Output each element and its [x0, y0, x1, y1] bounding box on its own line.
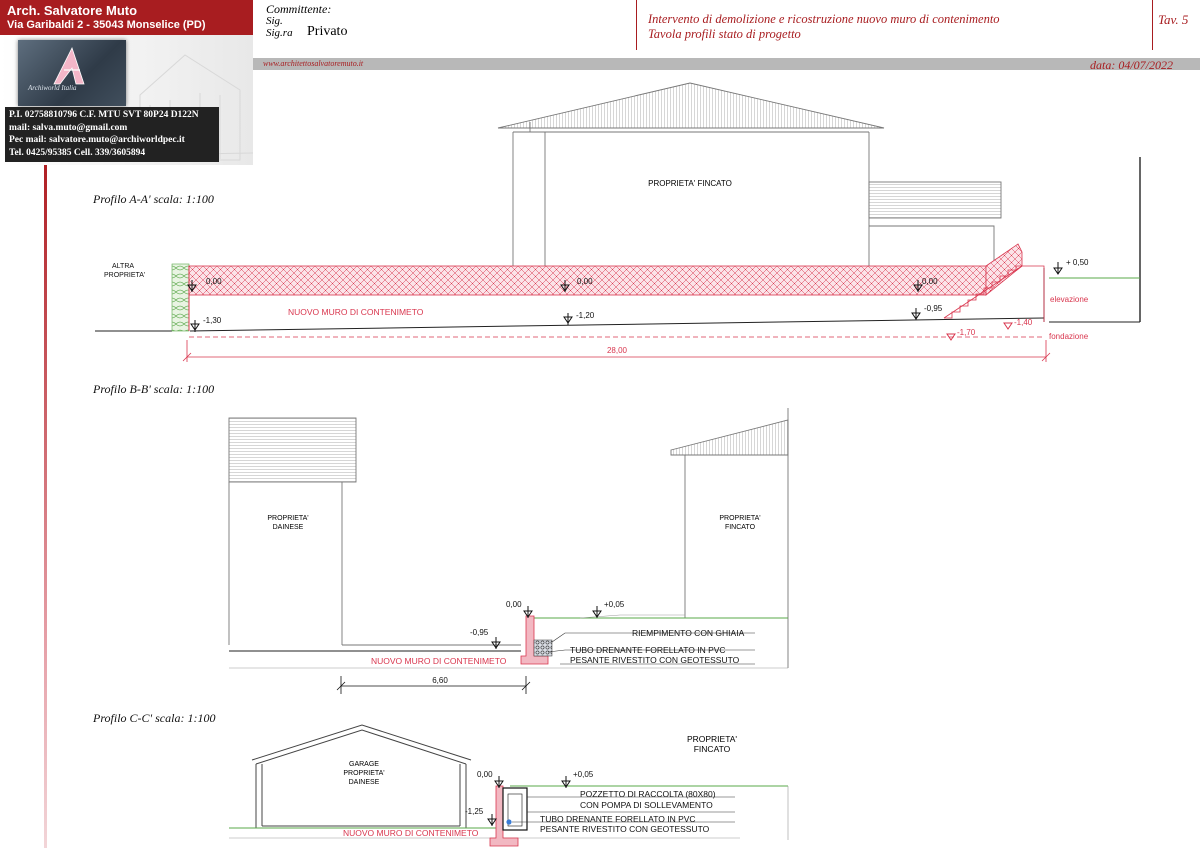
level-m125-c: -1,25: [465, 807, 484, 816]
wall-label-a: NUOVO MURO DI CONTENIMETO: [288, 307, 424, 317]
garage-label-1: GARAGE: [349, 761, 379, 768]
profile-a-title: Profilo A-A' scala: 1:100: [93, 192, 214, 206]
wall-label-c: NUOVO MURO DI CONTENIMETO: [343, 828, 479, 838]
level-0-a3: 0,00: [922, 277, 938, 286]
architect-name: Arch. Salvatore Muto: [7, 3, 138, 18]
client-label: Committente:: [266, 2, 332, 16]
vat-line: P.I. 02758810796 C.F. MTU SVT 80P24 D122N: [9, 110, 199, 120]
profile-b-section: [229, 408, 788, 694]
website-link[interactable]: www.architettosalvatoremuto.it: [263, 59, 364, 68]
stone-column: [172, 264, 189, 331]
logo-text: Archiworld Italia: [28, 84, 77, 92]
project-title: Intervento di demolizione e ricostruzione nuovo muro di contenimento: [648, 12, 1000, 26]
sigra-label: Sig.ra: [266, 27, 293, 39]
dainese-label-1: PROPRIETA': [267, 515, 309, 522]
altra-label-2: PROPRIETA': [104, 272, 146, 279]
note-pipe-c: TUBO DRENANTE FORELLATO IN PVC: [540, 814, 696, 824]
architect-address: Via Garibaldi 2 - 35043 Monselice (PD): [7, 19, 206, 31]
level-m095-a: -0,95: [924, 304, 943, 313]
pec-line: Pec mail: salvatore.muto@archiworldpec.it: [9, 135, 185, 145]
fincato-label-a: PROPRIETA' FINCATO: [648, 179, 732, 188]
level-p005-b: +0,05: [604, 600, 625, 609]
note-well-c: POZZETTO DI RACCOLTA (80X80): [580, 789, 716, 799]
level-m095-b: -0,95: [470, 628, 489, 637]
profile-c-title: Profilo C-C' scala: 1:100: [93, 711, 216, 725]
dimension-b-value: 6,60: [432, 676, 448, 685]
project-subtitle: Tavola profili stato di progetto: [648, 27, 801, 41]
note-geo-b: PESANTE RIVESTITO CON GEOTESSUTO: [570, 655, 740, 665]
client-value: Privato: [307, 24, 348, 39]
profile-c-section: [229, 725, 788, 846]
gravel-fill-b: [534, 640, 552, 656]
phone-line: Tel. 0425/95385 Cell. 339/3605894: [9, 147, 146, 158]
sheet-number: Tav. 5: [1158, 12, 1189, 27]
retaining-wall-c: [490, 786, 518, 846]
wall-label-b: NUOVO MURO DI CONTENIMETO: [371, 656, 507, 666]
note-pump-c: CON POMPA DI SOLLEVAMENTO: [580, 800, 713, 810]
level-m130-a: -1,30: [203, 316, 222, 325]
level-0-c: 0,00: [477, 770, 493, 779]
fincato-label-b1: PROPRIETA': [719, 515, 761, 522]
level-p005-c: +0,05: [573, 770, 594, 779]
profile-a-section: [95, 83, 1140, 362]
level-0-a1: 0,00: [206, 277, 222, 286]
fincato-building-a: [498, 83, 1001, 266]
sig-label: Sig.: [266, 15, 283, 27]
fondazione-label: fondazione: [1049, 332, 1089, 341]
drain-pipe-icon: [506, 819, 511, 824]
altra-label-1: ALTRA: [112, 263, 135, 270]
profile-b-title: Profilo B-B' scala: 1:100: [93, 382, 215, 396]
level-m140-a: -1,40: [1014, 318, 1033, 327]
date-label: data: 04/07/2022: [1090, 58, 1173, 72]
level-0-a2: 0,00: [577, 277, 593, 286]
fincato-label-c1: PROPRIETA': [686, 734, 738, 744]
note-gravel-b: RIEMPIMENTO CON GHIAIA: [632, 628, 745, 638]
garage-label-2: PROPRIETA': [343, 770, 385, 777]
level-p050-a: + 0,50: [1066, 258, 1089, 267]
elevazione-label: elevazione: [1050, 295, 1089, 304]
mail-line: mail: salva.muto@gmail.com: [9, 122, 128, 133]
dainese-building-b: [229, 418, 521, 645]
level-m120-a: -1,20: [576, 311, 595, 320]
level-m170-a: -1,70: [957, 328, 976, 337]
dimension-a-value: 28,00: [606, 346, 628, 355]
dainese-label-2: DAINESE: [272, 524, 304, 531]
level-0-b: 0,00: [506, 600, 522, 609]
fincato-label-c2: FINCATO: [693, 744, 731, 754]
note-geo-c: PESANTE RIVESTITO CON GEOTESSUTO: [540, 824, 710, 834]
note-pipe-b: TUBO DRENANTE FORELLATO IN PVC: [570, 645, 726, 655]
fincato-label-b2: FINCATO: [724, 524, 756, 531]
garage-label-3: DAINESE: [348, 779, 380, 786]
